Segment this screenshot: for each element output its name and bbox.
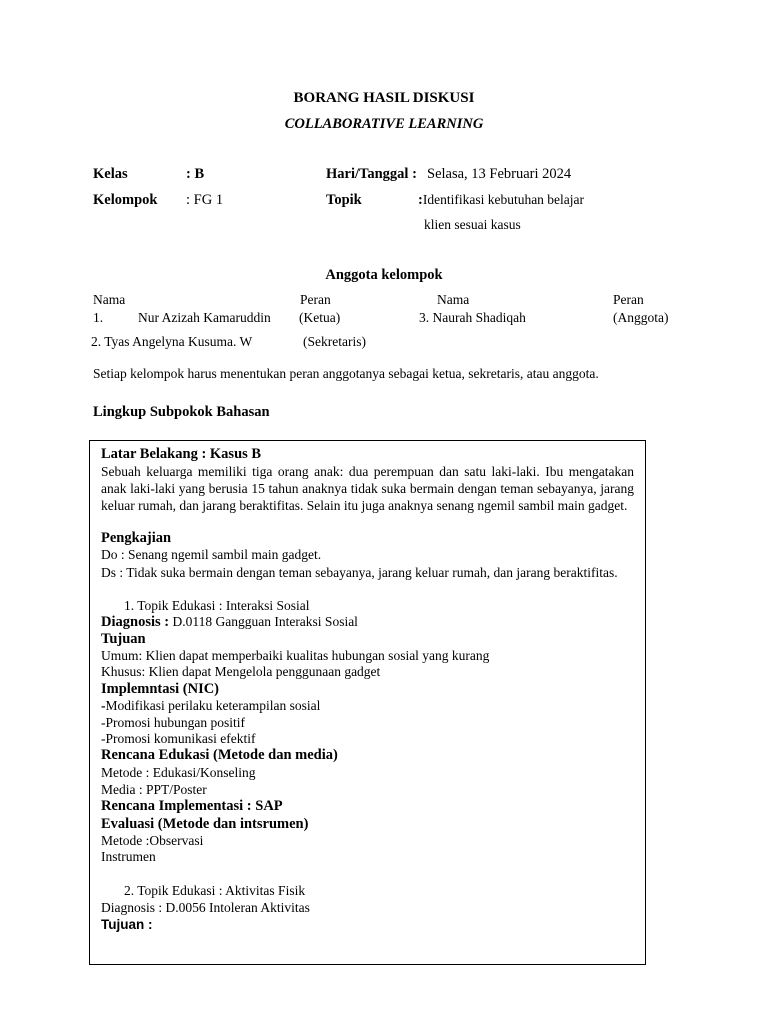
anggota-heading: Anggota kelompok <box>325 267 443 283</box>
hari-tanggal-label: Hari/Tanggal : <box>326 166 417 182</box>
tujuan-umum: Umum: Klien dapat memperbaiki kualitas hubungan sosial yang kurang <box>101 648 490 663</box>
pengkajian-heading: Pengkajian <box>101 530 172 546</box>
kelas-label: Kelas <box>93 166 128 182</box>
kelas-value <box>186 166 204 183</box>
member-3-role: (Anggota) <box>613 310 669 325</box>
topik-edukasi-2: 2. Topik Edukasi : Aktivitas Fisik <box>124 883 306 898</box>
topik-value-line2: klien sesuai kasus <box>424 217 521 232</box>
role-note: Setiap kelompok harus menentukan peran anggotanya sebagai ketua, sekretaris, atau anggota. <box>93 366 599 381</box>
diagnosis-1-label: Diagnosis : <box>101 614 170 630</box>
scope-heading: Lingkup Subpokok Bahasan <box>93 404 270 420</box>
latar-belakang-text: Sebuah keluarga memiliki tiga orang anak: dua perempuan dan satu laki-laki. Ibu mengatakan anak laki-laki yang berusia 15 tahun anaknya tidak suka bermain dengan teman sebayanya, jarang keluar rumah, dan jarang beraktifitas. Selain itu juga anaknya senang ngemil sambil main gadget. <box>101 464 634 513</box>
implementasi-item-1 <box>101 698 320 714</box>
evaluasi-heading: Evaluasi (Metode dan intsrumen) <box>101 816 309 832</box>
evaluasi-metode: Metode :Observasi <box>101 833 204 848</box>
member-1-number: 1. <box>93 310 104 325</box>
content-box <box>89 440 646 965</box>
implementasi-heading: Implemntasi (NIC) <box>101 681 220 697</box>
member-2-role: (Sekretaris) <box>303 334 366 349</box>
rencana-implementasi-heading: Rencana Implementasi : SAP <box>101 798 283 814</box>
kelompok-label: Kelompok <box>93 192 158 208</box>
document-subtitle: COLLABORATIVE LEARNING <box>284 116 484 132</box>
col-peran-2: Peran <box>613 292 644 307</box>
latar-belakang-heading: Latar Belakang : Kasus B <box>101 446 262 462</box>
rencana-edukasi-heading: Rencana Edukasi (Metode dan media) <box>101 747 338 763</box>
implementasi-item-3: -Promosi komunikasi efektif <box>101 731 256 746</box>
topik-edukasi-1: 1. Topik Edukasi : Interaksi Sosial <box>124 598 310 613</box>
rencana-metode: Metode : Edukasi/Konseling <box>101 765 256 780</box>
col-nama-1: Nama <box>93 292 126 307</box>
document-title: BORANG HASIL DISKUSI <box>293 90 475 106</box>
topik-value <box>418 192 584 209</box>
member-1-role: (Ketua) <box>299 310 341 325</box>
data-subjektif: Ds : Tidak suka bermain dengan teman sebayanya, jarang keluar rumah, dan jarang beraktifitas. <box>101 565 618 580</box>
topik-value-line1: Identifikasi kebutuhan belajar <box>422 192 585 207</box>
member-2: 2. Tyas Angelyna Kusuma. W <box>91 334 253 349</box>
implementasi-dash: - <box>101 698 106 713</box>
tujuan-khusus: Khusus: Klien dapat Mengelola penggunaan gadget <box>101 664 381 679</box>
member-1-name: Nur Azizah Kamaruddin <box>138 310 271 325</box>
implementasi-item-2: -Promosi hubungan positif <box>101 715 245 730</box>
topik-label: Topik <box>326 192 362 208</box>
kelas-value-text: : B <box>186 166 205 182</box>
implementasi-item-1-text: Modifikasi perilaku keterampilan sosial <box>105 698 321 713</box>
evaluasi-instrumen: Instrumen <box>101 849 156 864</box>
hari-tanggal-value: Selasa, 13 Februari 2024 <box>427 166 572 182</box>
topik-colon: : <box>418 192 423 208</box>
kelompok-value: : FG 1 <box>186 192 224 208</box>
col-peran-1: Peran <box>300 292 331 307</box>
tujuan-heading: Tujuan <box>101 631 146 647</box>
tujuan-2-heading: Tujuan : <box>101 917 153 932</box>
member-3: 3. Naurah Shadiqah <box>419 310 526 325</box>
diagnosis-1 <box>101 614 358 631</box>
diagnosis-1-value: D.0118 Gangguan Interaksi Sosial <box>169 614 358 629</box>
rencana-media: Media : PPT/Poster <box>101 782 207 797</box>
col-nama-2: Nama <box>437 292 470 307</box>
diagnosis-2: Diagnosis : D.0056 Intoleran Aktivitas <box>101 900 310 915</box>
data-objektif: Do : Senang ngemil sambil main gadget. <box>101 547 322 562</box>
